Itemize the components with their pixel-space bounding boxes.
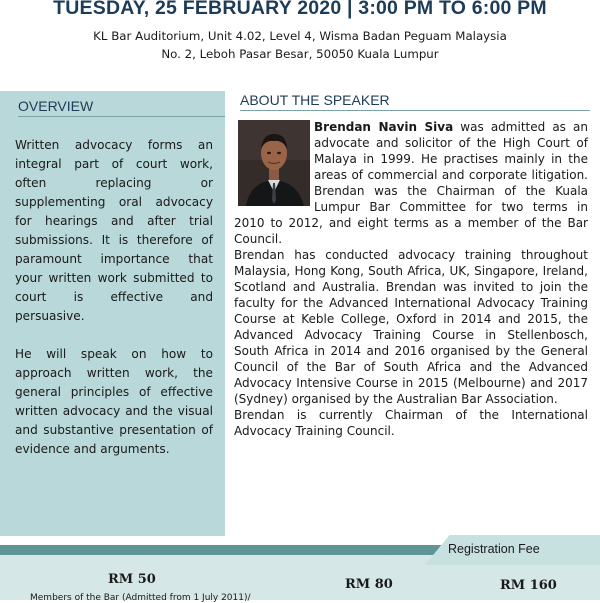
speaker-bio-paragraph-1 xyxy=(234,119,588,247)
overview-paragraph-2: He will speak on how to approach written work, the general principles of effective written advocacy and the visual and substantive presentation of evidence and arguments. xyxy=(15,347,213,456)
speaker-bio xyxy=(234,119,588,439)
price-note-members: Members of the Bar (Admitted from 1 July 2011)/ xyxy=(30,593,251,603)
photo-spacer xyxy=(234,119,314,206)
speaker-bio-paragraph-2: Brendan has conducted advocacy training throughout Malaysia, Hong Kong, South Africa, UK, Singapore, Ireland, Scotland and Australia. Brendan was invited to join the faculty for the Advanced International Advocacy Training Course at Keble College, Oxford in 2014 and 2015, the Advanced Advocacy Training Course in Stellenbosch, South Africa in 2014 and 2016 organised by the General Council of the Bar of South Africa and the Advanced Advocacy Intensive Course in 2015 (Melbourne) and 2017 (Sydney) organised by the Australian Bar Association. xyxy=(234,248,588,406)
overview-paragraph-1: Written advocacy forms an integral part of court work, often replacing or supplementing oral advocacy for hearings and after trial submissions. It is therefore of paramount importance that your written work submitted to court is effective and persuasive. xyxy=(15,138,213,323)
price-non-members: RM 160 xyxy=(500,578,557,593)
price-members-new: RM 50 xyxy=(108,572,156,587)
speaker-name: Brendan Navin Siva xyxy=(314,120,454,134)
venue-line-1: KL Bar Auditorium, Unit 4.02, Level 4, Wisma Badan Peguam Malaysia xyxy=(93,29,507,43)
overview-heading: OVERVIEW xyxy=(18,98,225,117)
overview-body xyxy=(15,136,213,459)
price-members-senior: RM 80 xyxy=(345,577,393,592)
registration-fee-label: Registration Fee xyxy=(448,542,540,556)
speaker-bio-paragraph-3: Brendan is currently Chairman of the International Advocacy Training Council. xyxy=(234,408,588,438)
event-venue xyxy=(0,27,600,63)
speaker-intro: was admitted as an advocate and solicitor of the High Court of Malaya in 1999. He practises mainly in the areas of commercial and corporate litigation. Brendan was the Chairman of the Kuala Lumpur Bar Committee for two terms in 2010 to 2012, and eight terms as a member of the Bar Council. xyxy=(234,120,588,246)
speaker-heading: ABOUT THE SPEAKER xyxy=(240,92,590,111)
event-date-time: TUESDAY, 25 FEBRUARY 2020 | 3:00 PM TO 6:00 PM xyxy=(53,0,547,19)
event-header xyxy=(0,0,600,78)
venue-line-2: No. 2, Leboh Pasar Besar, 50050 Kuala Lumpur xyxy=(161,47,439,61)
